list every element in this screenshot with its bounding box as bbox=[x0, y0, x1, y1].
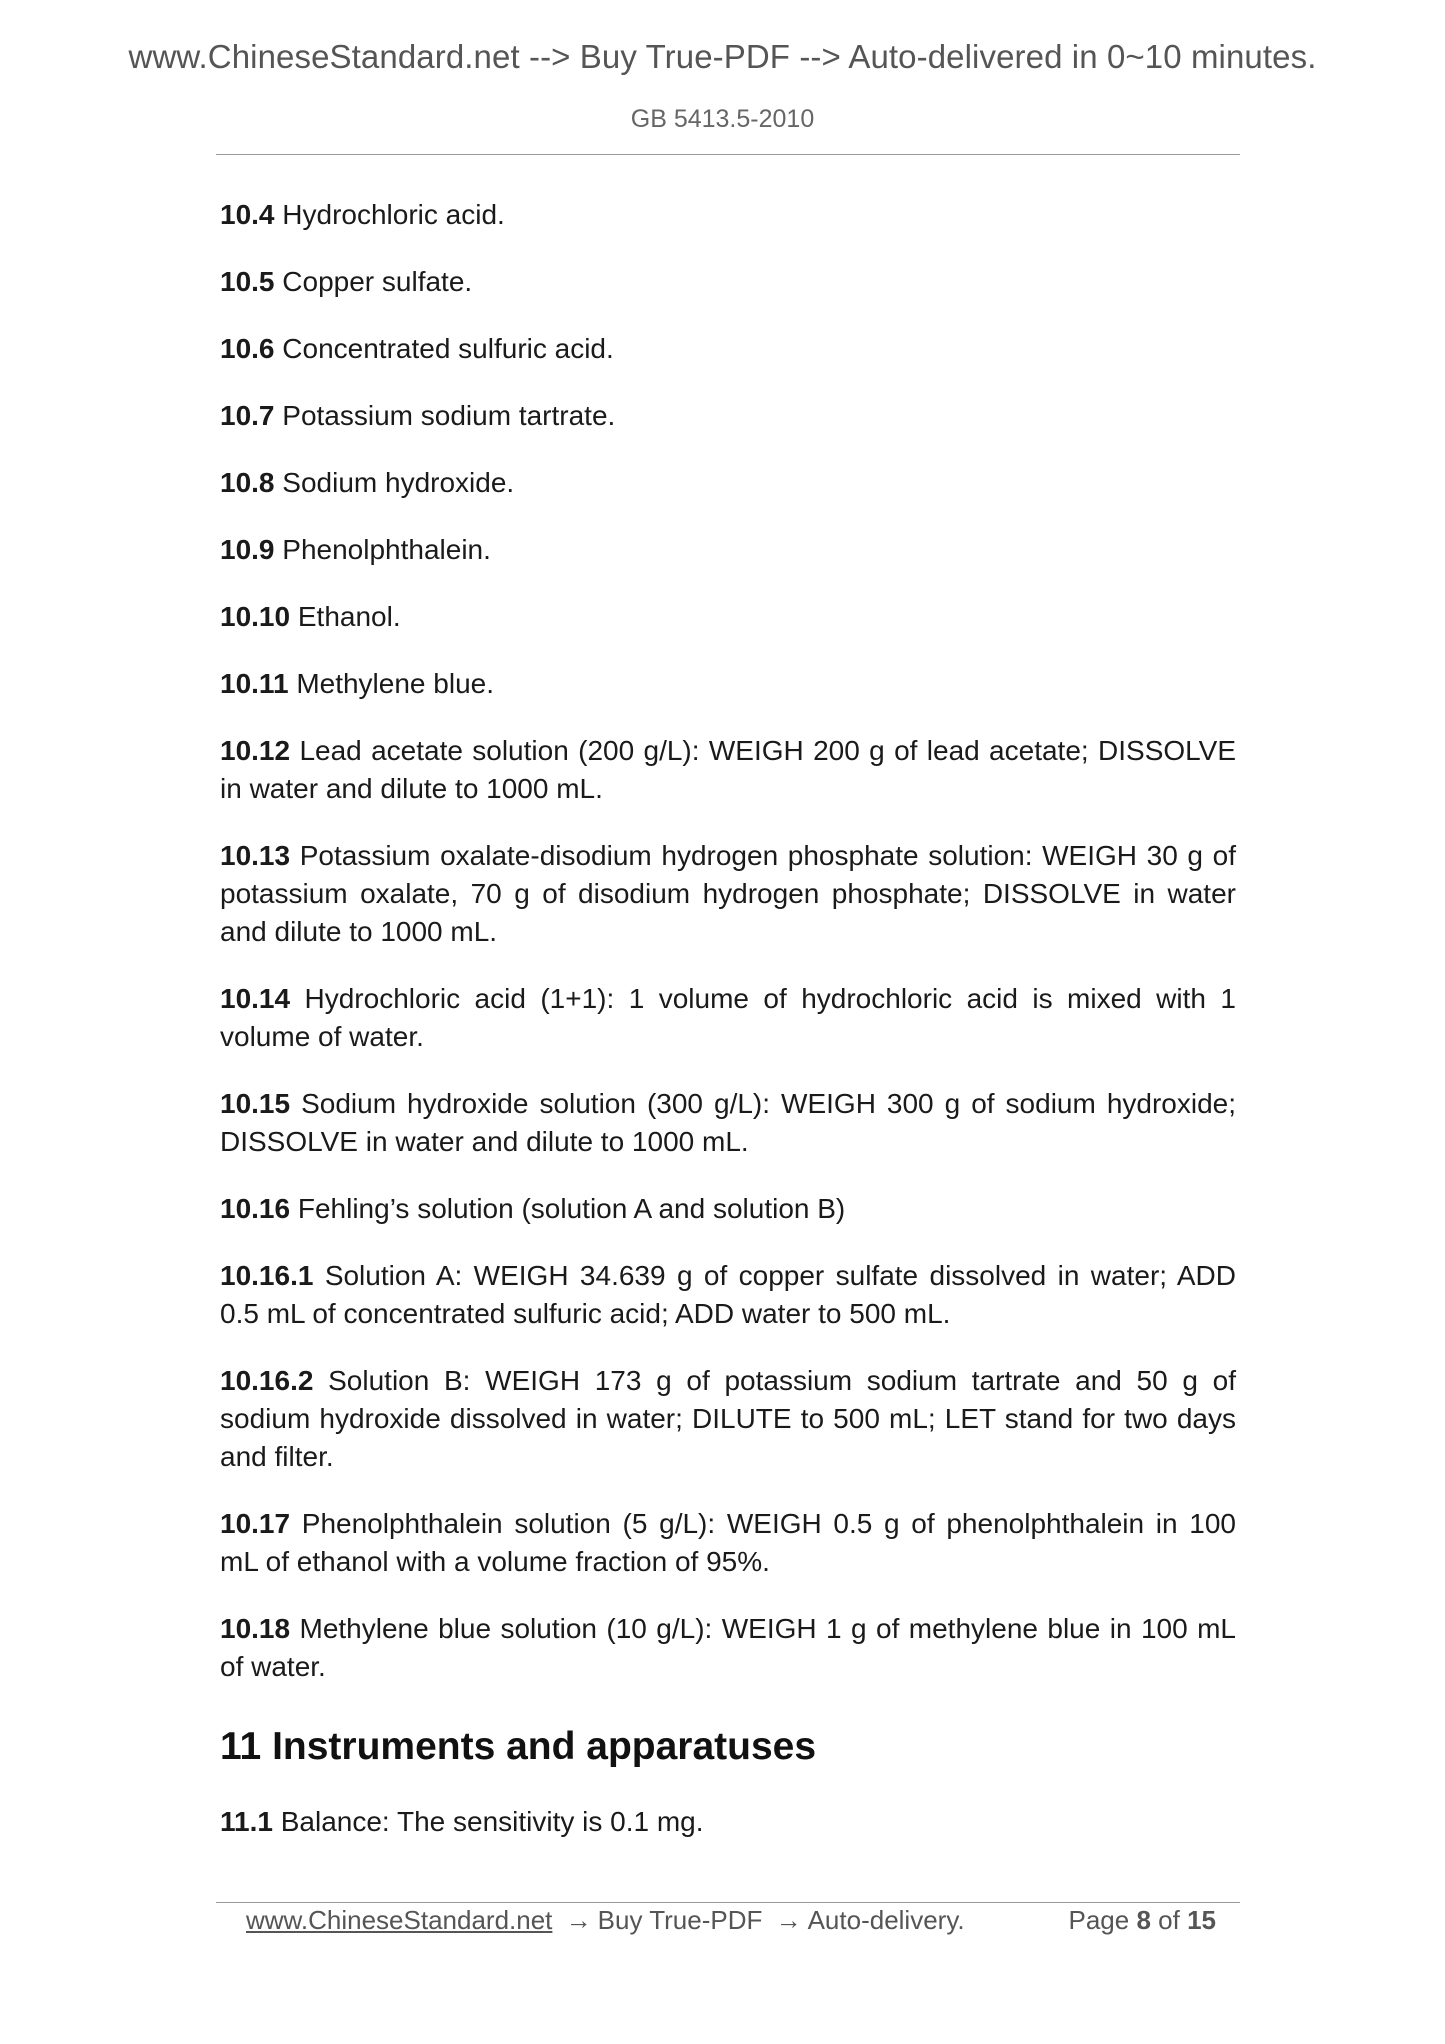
clause-paragraph bbox=[220, 1257, 1236, 1333]
clause-paragraph bbox=[220, 464, 1236, 502]
clause-paragraph bbox=[220, 1085, 1236, 1161]
footer-site-link[interactable]: www.ChineseStandard.net bbox=[246, 1905, 553, 1935]
clause-paragraph bbox=[220, 1190, 1236, 1228]
clause-text: Lead acetate solution (200 g/L): WEIGH 200 g of lead acetate; DISSOLVE in water and dilute to 1000 mL. bbox=[220, 735, 1237, 804]
clause-number: 10.17 bbox=[220, 1508, 291, 1539]
clause-number: 10.6 bbox=[220, 333, 275, 364]
clause-paragraph bbox=[220, 196, 1236, 234]
document-code: GB 5413.5-2010 bbox=[630, 105, 815, 133]
clause-text: Solution B: WEIGH 173 g of potassium sodium tartrate and 50 g of sodium hydroxide dissolved in water; DILUTE to 500 mL; LET stand for two days and filter. bbox=[220, 1365, 1236, 1472]
clause-text: Ethanol. bbox=[297, 601, 401, 632]
clause-number: 10.16.1 bbox=[220, 1260, 314, 1291]
clause-text: Concentrated sulfuric acid. bbox=[282, 333, 614, 364]
clause-text: Methylene blue solution (10 g/L): WEIGH 1 g of methylene blue in 100 mL of water. bbox=[220, 1613, 1236, 1682]
clause-paragraph bbox=[220, 980, 1236, 1056]
clause-text: Sodium hydroxide solution (300 g/L): WEIGH 300 g of sodium hydroxide; DISSOLVE in water and dilute to 1000 mL. bbox=[220, 1088, 1237, 1157]
page-number: 8 bbox=[1136, 1905, 1151, 1935]
clause-number: 11.1 bbox=[220, 1806, 273, 1837]
footer-left bbox=[246, 1905, 965, 1936]
clause-paragraph bbox=[220, 837, 1236, 951]
clause-text: Fehling’s solution (solution A and solution B) bbox=[297, 1193, 846, 1224]
clause-text: Hydrochloric acid. bbox=[282, 199, 505, 230]
clause-paragraph bbox=[220, 1610, 1236, 1686]
page-footer bbox=[246, 1905, 1216, 1936]
clause-number: 10.14 bbox=[220, 983, 291, 1014]
clause-number: 10.12 bbox=[220, 735, 291, 766]
clause-text: Balance: The sensitivity is 0.1 mg. bbox=[280, 1806, 704, 1837]
clause-list-section-11 bbox=[220, 1803, 1236, 1841]
clause-number: 10.13 bbox=[220, 840, 291, 871]
clause-paragraph bbox=[220, 598, 1236, 636]
clause-text: Potassium oxalate-disodium hydrogen phosphate solution: WEIGH 30 g of potassium oxalate, 70 g of disodium hydrogen phosphate; DISSOLVE in water and dilute to 1000 mL. bbox=[220, 840, 1236, 947]
page-content bbox=[220, 196, 1236, 1870]
clause-text: Phenolphthalein. bbox=[282, 534, 491, 565]
clause-paragraph bbox=[220, 1505, 1236, 1581]
clause-text: Phenolphthalein solution (5 g/L): WEIGH 0.5 g of phenolphthalein in 100 mL of ethanol with a volume fraction of 95%. bbox=[220, 1508, 1237, 1577]
clause-text: Sodium hydroxide. bbox=[282, 467, 515, 498]
arrow-right-icon: → bbox=[775, 1905, 802, 1935]
clause-number: 10.18 bbox=[220, 1613, 291, 1644]
clause-paragraph bbox=[220, 732, 1236, 808]
footer-divider bbox=[216, 1902, 1240, 1903]
clause-number: 10.9 bbox=[220, 534, 275, 565]
clause-number: 10.10 bbox=[220, 601, 291, 632]
page-total: 15 bbox=[1187, 1905, 1216, 1935]
clause-number: 10.5 bbox=[220, 266, 275, 297]
clause-paragraph bbox=[220, 665, 1236, 703]
clause-number: 10.7 bbox=[220, 400, 275, 431]
clause-text: Hydrochloric acid (1+1): 1 volume of hydrochloric acid is mixed with 1 volume of water. bbox=[220, 983, 1236, 1052]
header-divider bbox=[216, 154, 1240, 155]
clause-text: Copper sulfate. bbox=[282, 266, 473, 297]
clause-paragraph bbox=[220, 531, 1236, 569]
top-banner: www.ChineseStandard.net --> Buy True-PDF --> Auto-delivered in 0~10 minutes. bbox=[128, 38, 1317, 75]
clause-text: Methylene blue. bbox=[296, 668, 494, 699]
clause-number: 10.16.2 bbox=[220, 1365, 314, 1396]
clause-paragraph bbox=[220, 1362, 1236, 1476]
clause-text: Potassium sodium tartrate. bbox=[282, 400, 616, 431]
clause-number: 10.16 bbox=[220, 1193, 291, 1224]
footer-buy-text: Buy True-PDF bbox=[597, 1905, 763, 1935]
page-indicator bbox=[1068, 1905, 1216, 1936]
clause-paragraph bbox=[220, 397, 1236, 435]
footer-delivery-text: Auto-delivery. bbox=[807, 1905, 965, 1935]
page-word: Page bbox=[1068, 1905, 1130, 1935]
clause-text: Solution A: WEIGH 34.639 g of copper sulfate dissolved in water; ADD 0.5 mL of concentrated sulfuric acid; ADD water to 500 mL. bbox=[220, 1260, 1236, 1329]
clause-paragraph bbox=[220, 330, 1236, 368]
arrow-right-icon: → bbox=[565, 1905, 592, 1935]
clause-paragraph bbox=[220, 1803, 1236, 1841]
clause-number: 10.4 bbox=[220, 199, 275, 230]
clause-number: 10.11 bbox=[220, 668, 289, 699]
section-heading-11: 11 Instruments and apparatuses bbox=[220, 1725, 817, 1768]
of-word: of bbox=[1158, 1905, 1180, 1935]
clause-number: 10.15 bbox=[220, 1088, 291, 1119]
clause-paragraph bbox=[220, 263, 1236, 301]
clause-number: 10.8 bbox=[220, 467, 275, 498]
clause-list-section-10 bbox=[220, 196, 1236, 1686]
